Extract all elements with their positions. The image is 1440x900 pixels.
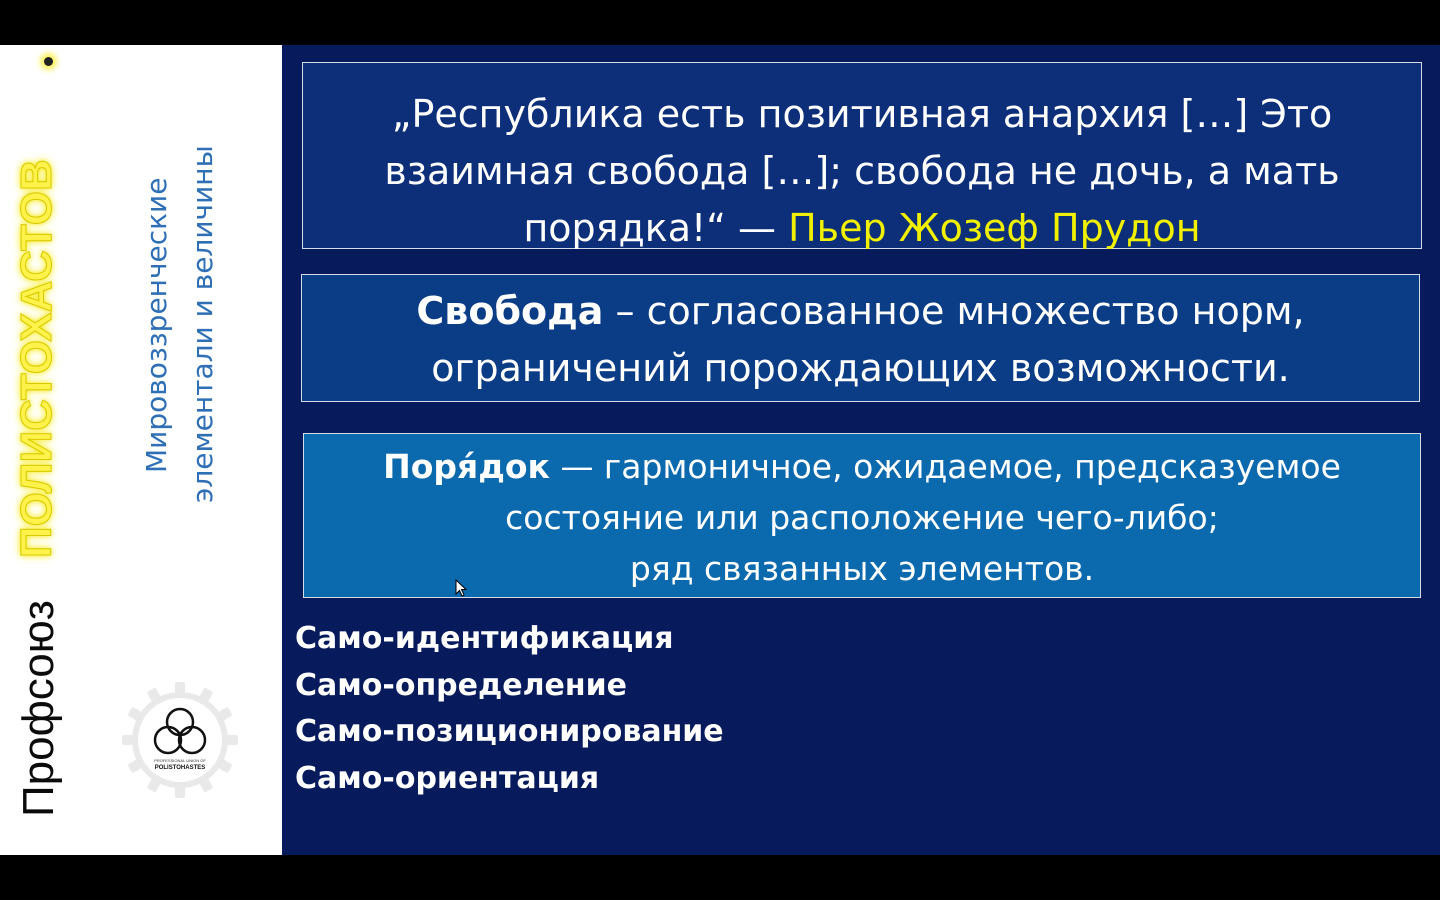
quote-line-2: взаимная свобода […]; свобода не дочь, а мать [384, 149, 1340, 193]
list-item: Само-позиционирование [295, 714, 724, 749]
quote-line-3-text: порядка!“ — [523, 206, 789, 250]
quote-author: Пьер Жозеф Прудон [788, 206, 1201, 250]
self-concepts-list [295, 616, 724, 802]
order-line-2: состояние или расположение чего-либо; [505, 498, 1219, 537]
brand-name-label: ПОЛИСТОХАСТОВ [12, 159, 61, 558]
logo-text: POLISTOHASTES [154, 765, 206, 771]
mouse-cursor-icon [455, 579, 467, 597]
order-term: Поря́док [383, 447, 550, 486]
brand-union-label: Профсоюз [14, 600, 63, 817]
freedom-definition-box [301, 274, 1420, 402]
order-line-1 [304, 441, 1420, 492]
order-line-1-rest: — гармоничное, ожидаемое, предсказуемое [549, 447, 1341, 486]
freedom-line-1 [302, 283, 1419, 340]
slide [0, 45, 1440, 855]
logo-small-text: PROFESSIONAL UNION OF [154, 758, 206, 763]
list-item: Само-определение [295, 667, 627, 703]
main-content [282, 45, 1440, 855]
order-line-3: ряд связанных элементов. [629, 549, 1095, 588]
freedom-term: Свобода [416, 289, 604, 333]
gear-logo-icon [120, 680, 240, 800]
freedom-line-2: ограничений порождающих возможности. [431, 346, 1290, 390]
sidebar-subtitle-line-2: элементали и величины [186, 145, 219, 503]
quote-box [302, 62, 1422, 249]
list-item: Само-идентификация [295, 621, 674, 656]
order-definition-box [303, 433, 1421, 598]
sidebar-subtitle-line-1: Мировоззренческие [140, 177, 173, 473]
list-item: Само-ориентация [295, 760, 600, 796]
brand-dot [44, 57, 53, 66]
freedom-line-1-rest: – согласованное множество норм, [603, 289, 1305, 333]
quote-line-3 [303, 200, 1421, 257]
quote-line-1: „Республика есть позитивная анархия […] Это [391, 92, 1333, 136]
sidebar [0, 45, 282, 855]
